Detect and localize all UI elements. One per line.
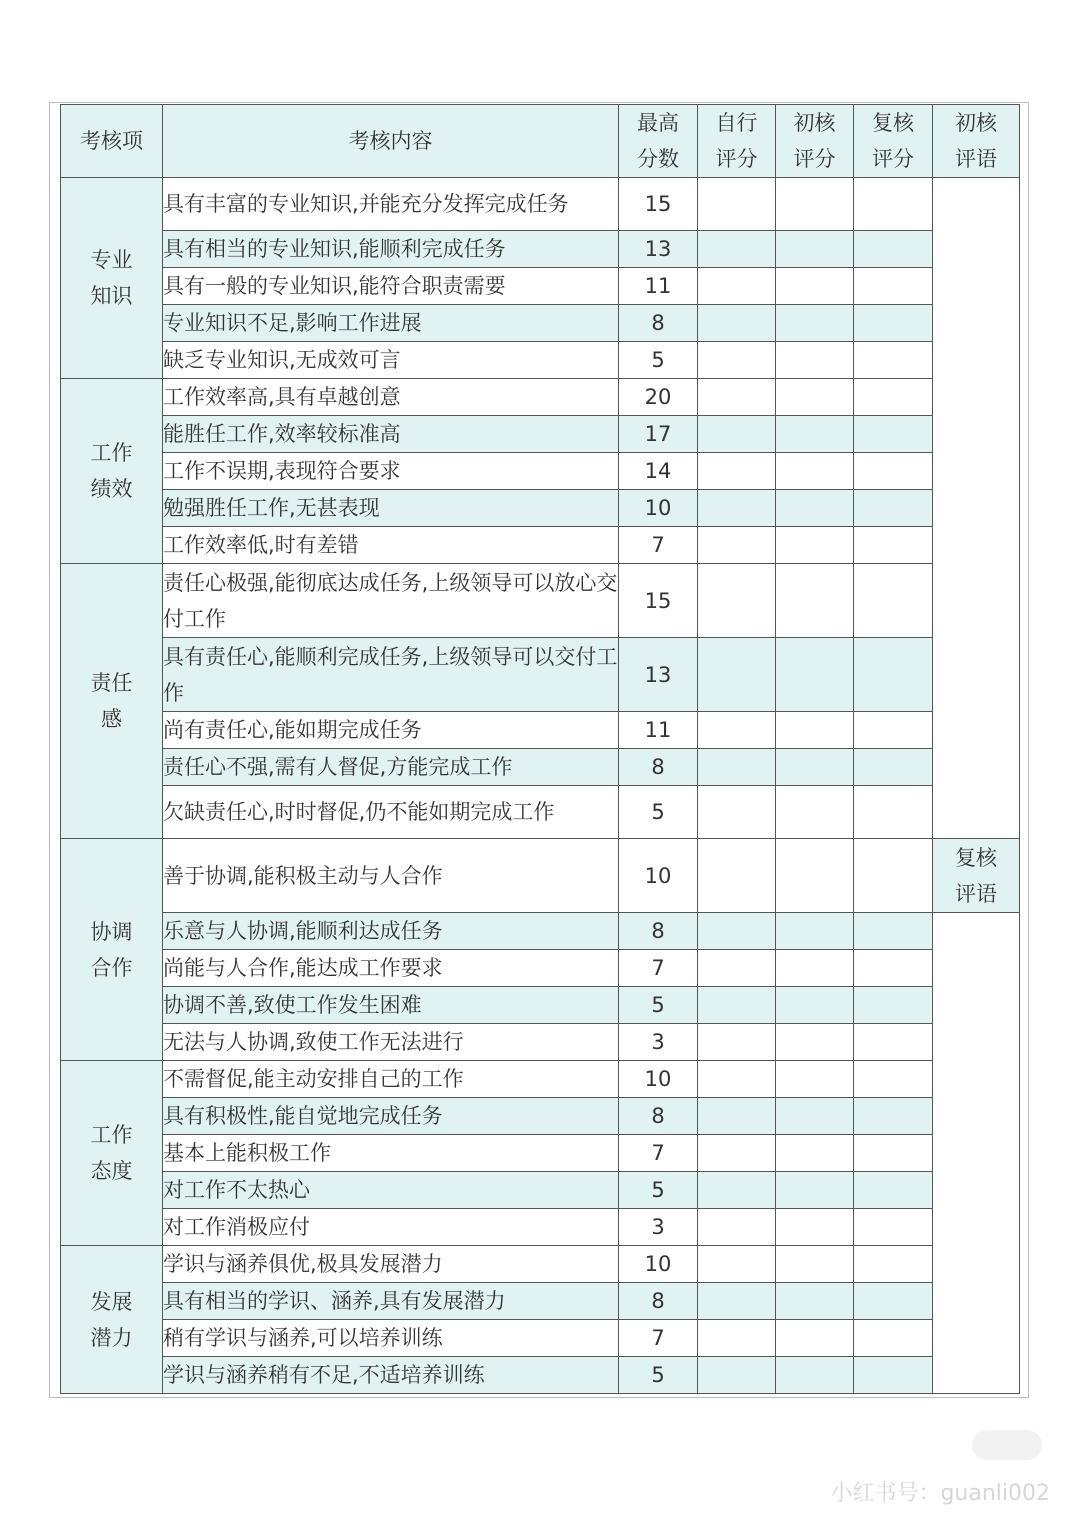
review-score-cell[interactable]	[854, 527, 933, 564]
review-score-cell[interactable]	[854, 1320, 933, 1357]
self-score-cell[interactable]	[698, 786, 776, 839]
table-row	[61, 786, 1020, 839]
self-score-cell[interactable]	[698, 453, 776, 490]
content-cell: 勉强胜任工作,无甚表现	[163, 490, 619, 527]
content-cell: 具有相当的专业知识,能顺利完成任务	[163, 231, 619, 268]
first-score-cell[interactable]	[776, 527, 854, 564]
max-score-cell: 10	[619, 1246, 698, 1283]
category-cell: 工作 态度	[61, 1061, 163, 1246]
self-score-cell[interactable]	[698, 913, 776, 950]
first-score-cell[interactable]	[776, 268, 854, 305]
watermark: 小红书号：guanli002	[830, 1481, 1050, 1506]
self-score-cell[interactable]	[698, 1172, 776, 1209]
content-cell: 不需督促,能主动安排自己的工作	[163, 1061, 619, 1098]
table-row	[61, 1135, 1020, 1172]
self-score-cell[interactable]	[698, 1357, 776, 1394]
category-cell: 责任 感	[61, 564, 163, 839]
first-score-cell[interactable]	[776, 1357, 854, 1394]
first-score-cell[interactable]	[776, 786, 854, 839]
first-score-cell[interactable]	[776, 839, 854, 913]
first-comment-cell[interactable]	[933, 178, 1020, 839]
review-score-cell[interactable]	[854, 1246, 933, 1283]
self-score-cell[interactable]	[698, 1209, 776, 1246]
review-score-cell[interactable]	[854, 839, 933, 913]
review-score-cell[interactable]	[854, 987, 933, 1024]
first-score-cell[interactable]	[776, 231, 854, 268]
max-score-cell: 8	[619, 305, 698, 342]
first-score-cell[interactable]	[776, 1246, 854, 1283]
first-score-cell[interactable]	[776, 749, 854, 786]
self-score-cell[interactable]	[698, 950, 776, 987]
table-row	[61, 1061, 1020, 1098]
max-score-cell: 7	[619, 527, 698, 564]
table-row	[61, 950, 1020, 987]
review-score-cell[interactable]	[854, 749, 933, 786]
max-score-cell: 20	[619, 379, 698, 416]
max-score-cell: 11	[619, 712, 698, 749]
header-review-score: 复核 评分	[854, 105, 933, 178]
self-score-cell[interactable]	[698, 268, 776, 305]
header-first-comment: 初核 评语	[933, 105, 1020, 178]
review-score-cell[interactable]	[854, 564, 933, 638]
self-score-cell[interactable]	[698, 1135, 776, 1172]
review-score-cell[interactable]	[854, 1061, 933, 1098]
max-score-cell: 5	[619, 786, 698, 839]
first-score-cell[interactable]	[776, 987, 854, 1024]
header-item: 考核项	[61, 105, 163, 178]
table-row	[61, 231, 1020, 268]
table-row	[61, 416, 1020, 453]
max-score-cell: 10	[619, 490, 698, 527]
content-cell: 能胜任工作,效率较标准高	[163, 416, 619, 453]
first-score-cell[interactable]	[776, 1283, 854, 1320]
table-row	[61, 1320, 1020, 1357]
content-cell: 工作效率高,具有卓越创意	[163, 379, 619, 416]
faint-logo	[972, 1430, 1042, 1460]
content-cell: 协调不善,致使工作发生困难	[163, 987, 619, 1024]
content-cell: 尚能与人合作,能达成工作要求	[163, 950, 619, 987]
review-score-cell[interactable]	[854, 638, 933, 712]
table-row	[61, 1209, 1020, 1246]
self-score-cell[interactable]	[698, 527, 776, 564]
table-row	[61, 527, 1020, 564]
content-cell: 具有积极性,能自觉地完成任务	[163, 1098, 619, 1135]
first-score-cell[interactable]	[776, 1098, 854, 1135]
table-row	[61, 490, 1020, 527]
review-score-cell[interactable]	[854, 712, 933, 749]
review-score-cell[interactable]	[854, 453, 933, 490]
first-score-cell[interactable]	[776, 564, 854, 638]
first-score-cell[interactable]	[776, 490, 854, 527]
content-cell: 对工作消极应付	[163, 1209, 619, 1246]
max-score-cell: 5	[619, 342, 698, 379]
review-score-cell[interactable]	[854, 1283, 933, 1320]
first-score-cell[interactable]	[776, 1135, 854, 1172]
review-score-cell[interactable]	[854, 490, 933, 527]
self-score-cell[interactable]	[698, 490, 776, 527]
category-cell: 协调 合作	[61, 839, 163, 1061]
content-cell: 学识与涵养俱优,极具发展潜力	[163, 1246, 619, 1283]
max-score-cell: 8	[619, 1098, 698, 1135]
first-score-cell[interactable]	[776, 305, 854, 342]
review-score-cell[interactable]	[854, 178, 933, 231]
max-score-cell: 8	[619, 913, 698, 950]
self-score-cell[interactable]	[698, 749, 776, 786]
review-comment-cell[interactable]	[933, 913, 1020, 1394]
max-score-cell: 15	[619, 178, 698, 231]
content-cell: 责任心极强,能彻底达成任务,上级领导可以放心交付工作	[163, 564, 619, 638]
max-score-cell: 11	[619, 268, 698, 305]
header-max-score: 最高 分数	[619, 105, 698, 178]
table-row	[61, 1172, 1020, 1209]
self-score-cell[interactable]	[698, 564, 776, 638]
first-score-cell[interactable]	[776, 416, 854, 453]
first-score-cell[interactable]	[776, 638, 854, 712]
review-score-cell[interactable]	[854, 1098, 933, 1135]
header-first-score: 初核 评分	[776, 105, 854, 178]
header-row	[61, 105, 1020, 178]
table-row	[61, 268, 1020, 305]
first-score-cell[interactable]	[776, 1061, 854, 1098]
self-score-cell[interactable]	[698, 1320, 776, 1357]
content-cell: 稍有学识与涵养,可以培养训练	[163, 1320, 619, 1357]
self-score-cell[interactable]	[698, 1024, 776, 1061]
table-row	[61, 178, 1020, 231]
evaluation-table	[60, 104, 1020, 1394]
max-score-cell: 13	[619, 638, 698, 712]
content-cell: 无法与人协调,致使工作无法进行	[163, 1024, 619, 1061]
max-score-cell: 14	[619, 453, 698, 490]
category-cell: 专业 知识	[61, 178, 163, 379]
self-score-cell[interactable]	[698, 1246, 776, 1283]
table-row	[61, 712, 1020, 749]
self-score-cell[interactable]	[698, 379, 776, 416]
table-row	[61, 987, 1020, 1024]
content-cell: 工作效率低,时有差错	[163, 527, 619, 564]
table-row	[61, 1246, 1020, 1283]
content-cell: 具有相当的学识、涵养,具有发展潜力	[163, 1283, 619, 1320]
category-cell: 工作 绩效	[61, 379, 163, 564]
self-score-cell[interactable]	[698, 178, 776, 231]
table-row	[61, 453, 1020, 490]
header-content: 考核内容	[163, 105, 619, 178]
content-cell: 欠缺责任心,时时督促,仍不能如期完成工作	[163, 786, 619, 839]
first-score-cell[interactable]	[776, 453, 854, 490]
table-row	[61, 749, 1020, 786]
max-score-cell: 8	[619, 1283, 698, 1320]
self-score-cell[interactable]	[698, 638, 776, 712]
header-self-score: 自行 评分	[698, 105, 776, 178]
review-score-cell[interactable]	[854, 305, 933, 342]
max-score-cell: 10	[619, 1061, 698, 1098]
table-row	[61, 1357, 1020, 1394]
max-score-cell: 5	[619, 987, 698, 1024]
max-score-cell: 7	[619, 1135, 698, 1172]
self-score-cell[interactable]	[698, 1098, 776, 1135]
content-cell: 尚有责任心,能如期完成任务	[163, 712, 619, 749]
content-cell: 学识与涵养稍有不足,不适培养训练	[163, 1357, 619, 1394]
review-score-cell[interactable]	[854, 1209, 933, 1246]
first-score-cell[interactable]	[776, 1172, 854, 1209]
self-score-cell[interactable]	[698, 342, 776, 379]
review-score-cell[interactable]	[854, 1135, 933, 1172]
content-cell: 工作不误期,表现符合要求	[163, 453, 619, 490]
review-score-cell[interactable]	[854, 786, 933, 839]
first-score-cell[interactable]	[776, 178, 854, 231]
content-cell: 基本上能积极工作	[163, 1135, 619, 1172]
content-cell: 具有丰富的专业知识,并能充分发挥完成任务	[163, 178, 619, 231]
table-row	[61, 342, 1020, 379]
table-row	[61, 913, 1020, 950]
table-row	[61, 1098, 1020, 1135]
review-score-cell[interactable]	[854, 416, 933, 453]
max-score-cell: 15	[619, 564, 698, 638]
review-score-cell[interactable]	[854, 1172, 933, 1209]
review-score-cell[interactable]	[854, 950, 933, 987]
content-cell: 缺乏专业知识,无成效可言	[163, 342, 619, 379]
self-score-cell[interactable]	[698, 987, 776, 1024]
max-score-cell: 10	[619, 839, 698, 913]
max-score-cell: 7	[619, 1320, 698, 1357]
self-score-cell[interactable]	[698, 231, 776, 268]
max-score-cell: 3	[619, 1209, 698, 1246]
content-cell: 责任心不强,需有人督促,方能完成工作	[163, 749, 619, 786]
self-score-cell[interactable]	[698, 712, 776, 749]
max-score-cell: 13	[619, 231, 698, 268]
first-score-cell[interactable]	[776, 342, 854, 379]
review-score-cell[interactable]	[854, 1357, 933, 1394]
table-row	[61, 564, 1020, 638]
max-score-cell: 17	[619, 416, 698, 453]
review-score-cell[interactable]	[854, 268, 933, 305]
first-score-cell[interactable]	[776, 913, 854, 950]
max-score-cell: 5	[619, 1357, 698, 1394]
max-score-cell: 3	[619, 1024, 698, 1061]
self-score-cell[interactable]	[698, 305, 776, 342]
content-cell: 专业知识不足,影响工作进展	[163, 305, 619, 342]
table-row	[61, 1024, 1020, 1061]
content-cell: 具有一般的专业知识,能符合职责需要	[163, 268, 619, 305]
first-score-cell[interactable]	[776, 1209, 854, 1246]
content-cell: 具有责任心,能顺利完成任务,上级领导可以交付工作	[163, 638, 619, 712]
first-score-cell[interactable]	[776, 712, 854, 749]
table-row	[61, 379, 1020, 416]
table-row	[61, 638, 1020, 712]
first-score-cell[interactable]	[776, 950, 854, 987]
content-cell: 善于协调,能积极主动与人合作	[163, 839, 619, 913]
category-cell: 发展 潜力	[61, 1246, 163, 1394]
max-score-cell: 5	[619, 1172, 698, 1209]
self-score-cell[interactable]	[698, 1283, 776, 1320]
first-score-cell[interactable]	[776, 1024, 854, 1061]
review-score-cell[interactable]	[854, 379, 933, 416]
self-score-cell[interactable]	[698, 839, 776, 913]
review-score-cell[interactable]	[854, 342, 933, 379]
self-score-cell[interactable]	[698, 416, 776, 453]
max-score-cell: 8	[619, 749, 698, 786]
table-row	[61, 1283, 1020, 1320]
table-row	[61, 305, 1020, 342]
review-score-cell[interactable]	[854, 231, 933, 268]
max-score-cell: 7	[619, 950, 698, 987]
content-cell: 乐意与人协调,能顺利达成任务	[163, 913, 619, 950]
self-score-cell[interactable]	[698, 1061, 776, 1098]
review-score-cell[interactable]	[854, 913, 933, 950]
first-score-cell[interactable]	[776, 379, 854, 416]
first-score-cell[interactable]	[776, 1320, 854, 1357]
table-row	[61, 839, 1020, 913]
content-cell: 对工作不太热心	[163, 1172, 619, 1209]
review-comment-label: 复核 评语	[933, 839, 1020, 913]
review-score-cell[interactable]	[854, 1024, 933, 1061]
